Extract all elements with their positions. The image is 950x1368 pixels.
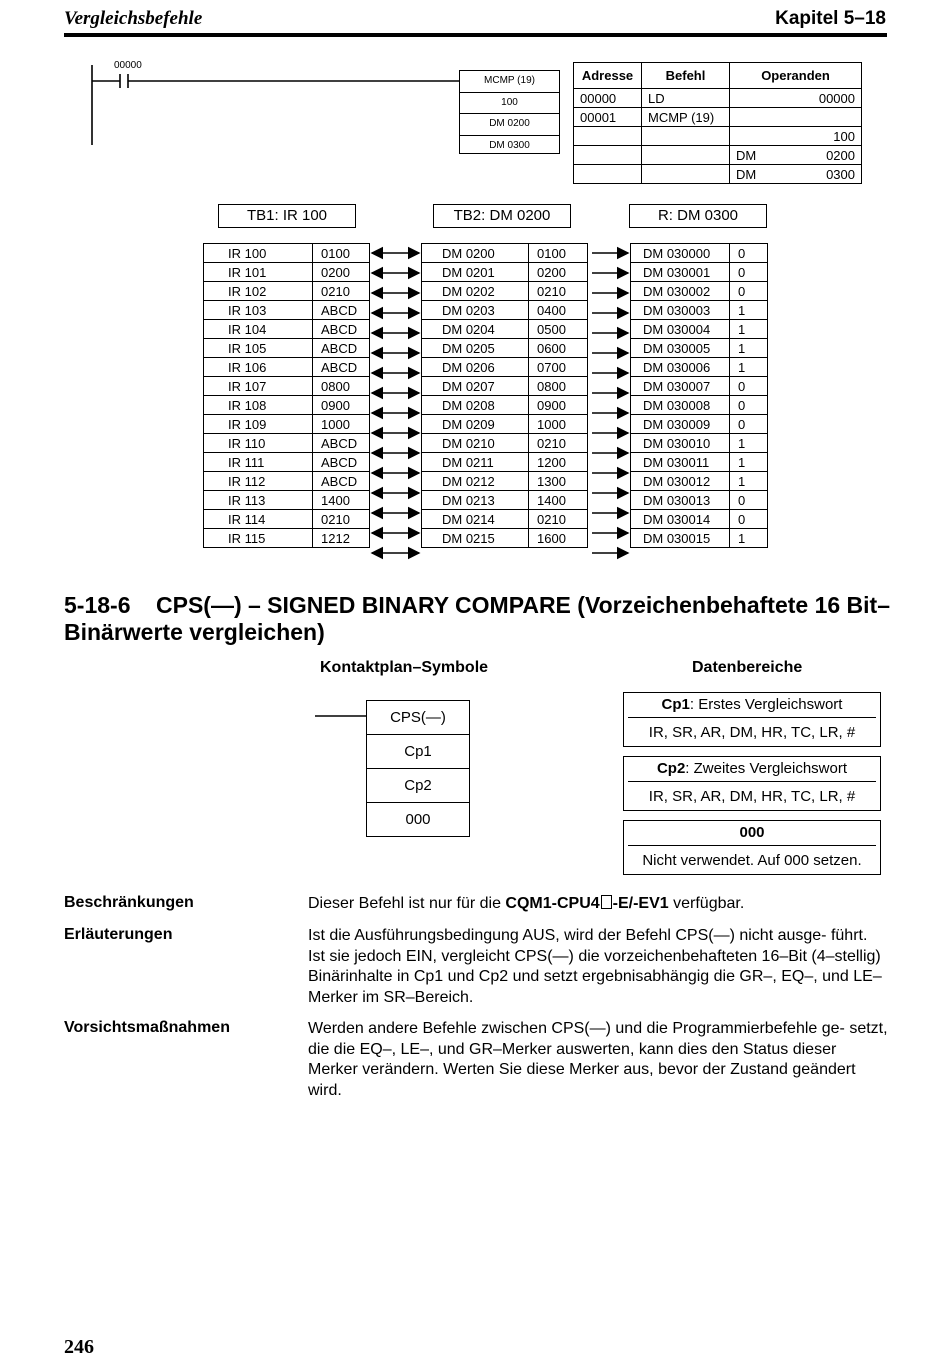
address-cell: DM 030009: [631, 415, 730, 434]
address-cell: DM 030014: [631, 510, 730, 529]
value-cell: 0210: [313, 282, 370, 301]
address-cell: DM 030002: [631, 282, 730, 301]
addr-cell: 00000: [574, 89, 642, 108]
address-cell: DM 0215: [422, 529, 529, 548]
value-cell: 0210: [529, 282, 588, 301]
value-cell: 0: [730, 415, 768, 434]
value-cell: 1000: [529, 415, 588, 434]
cps-input-line: [315, 710, 370, 720]
model-name: CQM1-CPU4: [505, 895, 600, 912]
address-cell: IR 108: [204, 396, 313, 415]
restrictions-text: [308, 894, 888, 915]
addr-cell: 00001: [574, 108, 642, 127]
cps-block-operand: Cp2: [367, 769, 469, 803]
address-cell: DM 030015: [631, 529, 730, 548]
table-row: [631, 453, 768, 472]
address-cell: DM 0211: [422, 453, 529, 472]
address-cell: IR 114: [204, 510, 313, 529]
operand-desc: : Erstes Vergleichswort: [689, 696, 843, 713]
address-cell: DM 030011: [631, 453, 730, 472]
table-row: [631, 396, 768, 415]
restrictions-post: verfügbar.: [668, 895, 745, 912]
address-cell: DM 030008: [631, 396, 730, 415]
restrictions-pre: Dieser Befehl ist nur für die: [308, 895, 506, 912]
value-cell: 1: [730, 453, 768, 472]
table-row: [631, 358, 768, 377]
table-row: [574, 146, 862, 165]
table-row: [204, 472, 370, 491]
table-row: [204, 453, 370, 472]
address-cell: DM 030005: [631, 339, 730, 358]
mcmp-block-name: MCMP (19): [460, 71, 559, 93]
value-cell: 0210: [529, 510, 588, 529]
address-cell: DM 0214: [422, 510, 529, 529]
value-cell: 1300: [529, 472, 588, 491]
address-cell: DM 0202: [422, 282, 529, 301]
address-cell: IR 107: [204, 377, 313, 396]
table-row: [574, 127, 862, 146]
table-row: [204, 320, 370, 339]
contact-address: 00000: [114, 60, 142, 71]
value-cell: ABCD: [313, 320, 370, 339]
mcmp-block-operand: 100: [460, 93, 559, 115]
address-cell: IR 115: [204, 529, 313, 548]
cps-block-operand: Cp1: [367, 735, 469, 769]
addr-cell: [574, 165, 642, 184]
value-cell: 1: [730, 434, 768, 453]
precautions-label: Vorsichtsmaßnahmen: [64, 1019, 230, 1036]
address-cell: IR 104: [204, 320, 313, 339]
table-row: [631, 320, 768, 339]
value-cell: 0400: [529, 301, 588, 320]
address-cell: DM 0212: [422, 472, 529, 491]
table-row: [631, 415, 768, 434]
tb1-label: TB1: IR 100: [218, 204, 356, 228]
address-cell: DM 030000: [631, 244, 730, 263]
op-area-cell: [730, 108, 783, 127]
table-row: [204, 282, 370, 301]
cmd-cell: [642, 165, 730, 184]
address-cell: DM 0203: [422, 301, 529, 320]
value-cell: ABCD: [313, 301, 370, 320]
section-number: 5-18-6: [64, 592, 131, 618]
table-row: [631, 301, 768, 320]
table-row: [204, 415, 370, 434]
table-row: [204, 377, 370, 396]
table-row: [631, 263, 768, 282]
table-row: [631, 282, 768, 301]
table-row: [631, 434, 768, 453]
table-row: [204, 301, 370, 320]
address-cell: IR 110: [204, 434, 313, 453]
op-value-cell: [782, 108, 862, 127]
restrictions-label: Beschränkungen: [64, 894, 194, 911]
address-cell: DM 0200: [422, 244, 529, 263]
operand-name: Cp2: [656, 760, 686, 777]
symbols-heading: Kontaktplan–Symbole: [320, 659, 489, 676]
value-cell: 0500: [529, 320, 588, 339]
address-cell: IR 105: [204, 339, 313, 358]
value-cell: 0800: [529, 377, 588, 396]
value-cell: 0: [730, 396, 768, 415]
table-row: [631, 377, 768, 396]
value-cell: 0200: [313, 263, 370, 282]
table-row: [574, 165, 862, 184]
table-row: [631, 472, 768, 491]
address-cell: DM 030004: [631, 320, 730, 339]
value-cell: 0100: [529, 244, 588, 263]
op-area-cell: [730, 89, 783, 108]
col-header: Befehl: [642, 63, 730, 89]
placeholder-box-icon: [601, 895, 612, 909]
value-cell: 0210: [529, 434, 588, 453]
address-cell: DM 0208: [422, 396, 529, 415]
running-header-title: Vergleichsbefehle: [64, 8, 203, 29]
op-value-cell: 00000: [782, 89, 862, 108]
table-row: [631, 244, 768, 263]
address-cell: DM 0207: [422, 377, 529, 396]
model-suffix: -E/-EV1: [612, 895, 669, 912]
address-cell: IR 113: [204, 491, 313, 510]
table-row: [204, 244, 370, 263]
operand-areas: Nicht verwendet. Auf 000 setzen.: [642, 852, 862, 869]
value-cell: 1000: [313, 415, 370, 434]
address-cell: IR 109: [204, 415, 313, 434]
data-area-box: [623, 820, 881, 875]
table-row: [204, 263, 370, 282]
precautions-text: Werden andere Befehle zwischen CPS(—) und die Programmierbefehle ge- setzt, die die EQ–, LE–, und GR–Merker auswerten, kann dies den Status dieser Merker verändern. Werten Sie diese Merker aus, bevor der Zustand geändert wird.: [308, 1020, 888, 1099]
col-header: Adresse: [574, 63, 642, 89]
value-cell: 0: [730, 491, 768, 510]
data-area-box: [623, 692, 881, 747]
value-cell: 0: [730, 510, 768, 529]
address-cell: IR 106: [204, 358, 313, 377]
value-cell: ABCD: [313, 453, 370, 472]
table-row: [574, 108, 862, 127]
cmd-cell: [642, 127, 730, 146]
cps-block-operand: 000: [405, 811, 431, 828]
address-cell: DM 0204: [422, 320, 529, 339]
address-cell: DM 0209: [422, 415, 529, 434]
mcmp-block-operand: DM 0300: [489, 139, 530, 151]
address-cell: DM 0205: [422, 339, 529, 358]
operand-desc: : Zweites Vergleichswort: [685, 760, 848, 777]
value-cell: 1600: [529, 529, 588, 548]
value-cell: ABCD: [313, 472, 370, 491]
address-cell: DM 030007: [631, 377, 730, 396]
value-cell: 1400: [529, 491, 588, 510]
header-rule: [64, 33, 887, 37]
value-cell: 0: [730, 282, 768, 301]
mcmp-block: [459, 70, 560, 154]
data-area-box: [623, 756, 881, 811]
explanations-label: Erläuterungen: [64, 926, 173, 943]
table-row: [631, 529, 768, 548]
value-cell: 1: [730, 529, 768, 548]
r-table: [630, 243, 768, 548]
address-cell: DM 0210: [422, 434, 529, 453]
table-row: [574, 89, 862, 108]
cmd-cell: LD: [642, 89, 730, 108]
address-cell: IR 102: [204, 282, 313, 301]
tb1-table: [203, 243, 370, 548]
value-cell: ABCD: [313, 339, 370, 358]
data-areas-heading: Datenbereiche: [692, 659, 803, 676]
value-cell: 1212: [313, 529, 370, 548]
op-value-cell: 100: [782, 127, 862, 146]
value-cell: 0700: [529, 358, 588, 377]
value-cell: 1: [730, 320, 768, 339]
value-cell: 0900: [529, 396, 588, 415]
operand-areas: IR, SR, AR, DM, HR, TC, LR, #: [648, 788, 856, 805]
chapter-label: Kapitel 5–18: [775, 8, 886, 29]
cps-block-name: CPS(—): [367, 701, 469, 735]
address-cell: IR 103: [204, 301, 313, 320]
op-value-cell: 0300: [782, 165, 862, 184]
op-area-cell: DM: [730, 165, 783, 184]
table-row: [204, 491, 370, 510]
value-cell: 1: [730, 358, 768, 377]
address-cell: IR 100: [204, 244, 313, 263]
table-row: [631, 339, 768, 358]
address-cell: IR 112: [204, 472, 313, 491]
table-row: [204, 339, 370, 358]
compare-arrows: [370, 243, 632, 565]
section-title: [64, 592, 894, 646]
value-cell: 0200: [529, 263, 588, 282]
value-cell: 0100: [313, 244, 370, 263]
mcmp-block-operand: DM 0200: [460, 114, 559, 136]
address-cell: IR 111: [204, 453, 313, 472]
address-cell: IR 101: [204, 263, 313, 282]
address-cell: DM 030010: [631, 434, 730, 453]
address-cell: DM 030003: [631, 301, 730, 320]
value-cell: 1400: [313, 491, 370, 510]
page-number: 246: [64, 1336, 94, 1358]
value-cell: 0210: [313, 510, 370, 529]
value-cell: 0: [730, 377, 768, 396]
table-row: [204, 510, 370, 529]
value-cell: 1: [730, 339, 768, 358]
table-row: [204, 529, 370, 548]
cmd-cell: MCMP (19): [642, 108, 730, 127]
address-cell: DM 0213: [422, 491, 529, 510]
value-cell: 0: [730, 244, 768, 263]
explanations-text: Ist die Ausführungsbedingung AUS, wird der Befehl CPS(—) nicht ausge- führt. Ist sie jedoch EIN, vergleicht CPS(—) die vorzeichenbehafteten 16–Bit (4–stellig) Binärinhalte in Cp1 und Cp2 und setzt ergebnisabhängig die GR–, EQ–, und LE–Merker im SR–Bereich.: [308, 927, 882, 1006]
value-cell: ABCD: [313, 358, 370, 377]
value-cell: 0800: [313, 377, 370, 396]
value-cell: 1: [730, 472, 768, 491]
tb2-label: TB2: DM 0200: [433, 204, 571, 228]
op-value-cell: 0200: [782, 146, 862, 165]
value-cell: 0: [730, 263, 768, 282]
table-row: [631, 491, 768, 510]
value-cell: ABCD: [313, 434, 370, 453]
r-label: R: DM 0300: [629, 204, 767, 228]
address-cell: DM 0201: [422, 263, 529, 282]
address-cell: DM 030001: [631, 263, 730, 282]
operand-name: Cp1: [661, 696, 690, 713]
value-cell: 1: [730, 301, 768, 320]
op-area-cell: DM: [730, 146, 783, 165]
value-cell: 0900: [313, 396, 370, 415]
section-title-text: CPS(—) – SIGNED BINARY COMPARE (Vorzeichenbehaftete 16 Bit–Binärwerte vergleichen): [64, 592, 891, 645]
addr-cell: [574, 127, 642, 146]
table-row: [204, 358, 370, 377]
operand-name: 000: [739, 824, 765, 841]
cps-block: [366, 700, 470, 837]
table-row: [631, 510, 768, 529]
table-row: [204, 434, 370, 453]
address-cell: DM 030006: [631, 358, 730, 377]
address-cell: DM 030013: [631, 491, 730, 510]
op-area-cell: [730, 127, 783, 146]
table-row: [204, 396, 370, 415]
cmd-cell: [642, 146, 730, 165]
address-cell: DM 030012: [631, 472, 730, 491]
operand-areas: IR, SR, AR, DM, HR, TC, LR, #: [648, 724, 856, 741]
col-header: Operanden: [730, 63, 862, 89]
instruction-table: [573, 62, 862, 184]
value-cell: 0600: [529, 339, 588, 358]
address-cell: DM 0206: [422, 358, 529, 377]
value-cell: 1200: [529, 453, 588, 472]
addr-cell: [574, 146, 642, 165]
